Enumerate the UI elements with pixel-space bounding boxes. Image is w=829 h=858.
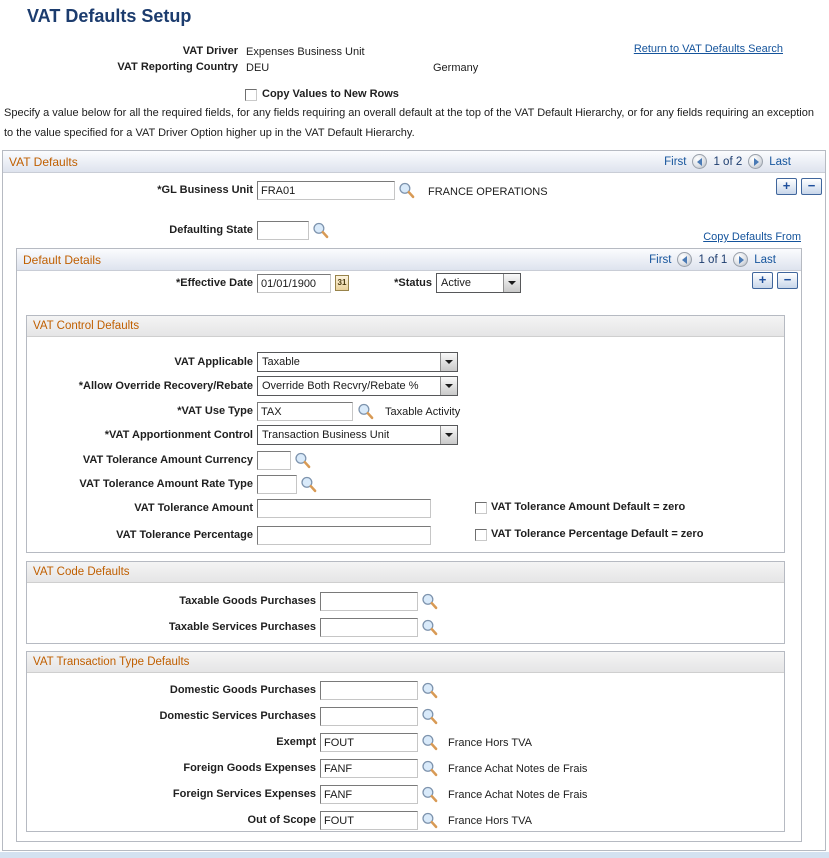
vat-transaction-type-title: VAT Transaction Type Defaults bbox=[33, 656, 190, 668]
default-details-first-link[interactable]: First bbox=[649, 253, 672, 266]
exempt-input[interactable] bbox=[320, 733, 418, 752]
tolerance-rate-type-input[interactable] bbox=[257, 475, 297, 494]
vat-code-defaults-header-bar bbox=[27, 562, 784, 583]
return-to-vat-defaults-search-link[interactable]: Return to VAT Defaults Search bbox=[633, 43, 783, 55]
foreign-services-expenses-input[interactable] bbox=[320, 785, 418, 804]
domestic-services-purchases-label: Domestic Services Purchases bbox=[159, 710, 316, 722]
status-select-caret-icon[interactable] bbox=[503, 274, 520, 292]
vat-driver-label: VAT Driver bbox=[182, 45, 238, 57]
vat-applicable-label: VAT Applicable bbox=[174, 356, 253, 368]
vat-control-defaults-header-bar bbox=[27, 316, 784, 337]
taxable-goods-purchases-input[interactable] bbox=[320, 592, 418, 611]
out-of-scope-input[interactable] bbox=[320, 811, 418, 830]
gl-business-unit-desc: FRANCE OPERATIONS bbox=[428, 186, 548, 198]
domestic-services-purchases-input[interactable] bbox=[320, 707, 418, 726]
status-select[interactable] bbox=[436, 273, 521, 293]
tolerance-rate-type-lookup-icon[interactable] bbox=[300, 476, 317, 493]
default-details-row-position: 1 of 1 bbox=[698, 253, 728, 266]
copy-values-label: Copy Values to New Rows bbox=[262, 88, 399, 100]
vat-defaults-prev-row-icon[interactable] bbox=[692, 154, 707, 169]
out-of-scope-lookup-icon[interactable] bbox=[421, 812, 438, 829]
taxable-goods-purchases-label: Taxable Goods Purchases bbox=[179, 595, 316, 607]
vat-defaults-first-link[interactable]: First bbox=[664, 155, 687, 168]
vat-control-defaults-title: VAT Control Defaults bbox=[33, 320, 140, 332]
vat-defaults-add-row-button[interactable]: + bbox=[776, 178, 797, 195]
domestic-goods-purchases-label: Domestic Goods Purchases bbox=[169, 684, 316, 696]
defaulting-state-input[interactable] bbox=[257, 221, 309, 240]
gl-business-unit-label: *GL Business Unit bbox=[157, 184, 253, 196]
tolerance-amount-zero-label: VAT Tolerance Amount Default = zero bbox=[491, 501, 686, 513]
out-of-scope-label: Out of Scope bbox=[247, 814, 316, 826]
default-details-row-nav bbox=[649, 252, 776, 267]
vat-apportionment-select[interactable] bbox=[257, 425, 458, 445]
foreign-goods-expenses-input[interactable] bbox=[320, 759, 418, 778]
tolerance-currency-lookup-icon[interactable] bbox=[294, 452, 311, 469]
vat-defaults-last-link[interactable]: Last bbox=[769, 155, 791, 168]
status-label: *Status bbox=[394, 277, 432, 289]
domestic-goods-purchases-lookup-icon[interactable] bbox=[421, 682, 438, 699]
domestic-goods-purchases-input[interactable] bbox=[320, 681, 418, 700]
vat-defaults-row-nav bbox=[664, 154, 791, 169]
domestic-services-purchases-lookup-icon[interactable] bbox=[421, 708, 438, 725]
tolerance-currency-input[interactable] bbox=[257, 451, 291, 470]
defaulting-state-label: Defaulting State bbox=[169, 224, 253, 236]
taxable-services-purchases-label: Taxable Services Purchases bbox=[168, 621, 316, 633]
allow-override-select-value: Override Both Recvry/Rebate % bbox=[262, 380, 419, 392]
vat-transaction-type-header-bar bbox=[27, 652, 784, 673]
page-title: VAT Defaults Setup bbox=[27, 6, 192, 26]
tolerance-amount-input[interactable] bbox=[257, 499, 431, 518]
calendar-icon[interactable]: 31 bbox=[335, 275, 349, 291]
default-details-prev-row-icon[interactable] bbox=[677, 252, 692, 267]
vat-driver-value: Expenses Business Unit bbox=[246, 46, 365, 58]
default-details-delete-row-button[interactable]: − bbox=[777, 272, 798, 289]
vat-applicable-select-value: Taxable bbox=[262, 356, 300, 368]
tolerance-percentage-input[interactable] bbox=[257, 526, 431, 545]
tolerance-rate-type-label: VAT Tolerance Amount Rate Type bbox=[79, 478, 253, 490]
vat-use-type-lookup-icon[interactable] bbox=[357, 403, 374, 420]
tolerance-percentage-label: VAT Tolerance Percentage bbox=[116, 529, 253, 541]
vat-apportionment-select-value: Transaction Business Unit bbox=[262, 429, 390, 441]
taxable-services-purchases-input[interactable] bbox=[320, 618, 418, 637]
vat-apportionment-select-caret-icon[interactable] bbox=[440, 426, 457, 444]
vat-defaults-title: VAT Defaults bbox=[9, 154, 78, 169]
page-bottom-strip bbox=[0, 852, 829, 858]
vat-reporting-country-label: VAT Reporting Country bbox=[117, 61, 238, 73]
allow-override-select-caret-icon[interactable] bbox=[440, 377, 457, 395]
instructions-line-1: Specify a value below for all the required fields, for any fields requiring an overall default at the top of the VAT Default Hierarchy, or for any fields requiring an exception bbox=[4, 107, 814, 119]
vat-reporting-country-desc: Germany bbox=[433, 62, 479, 74]
vat-use-type-desc: Taxable Activity bbox=[385, 406, 461, 418]
vat-defaults-row-position: 1 of 2 bbox=[713, 155, 743, 168]
exempt-label: Exempt bbox=[276, 736, 316, 748]
foreign-services-expenses-desc: France Achat Notes de Frais bbox=[448, 789, 588, 801]
foreign-goods-expenses-desc: France Achat Notes de Frais bbox=[448, 763, 588, 775]
gl-business-unit-lookup-icon[interactable] bbox=[398, 182, 415, 199]
exempt-desc: France Hors TVA bbox=[448, 737, 532, 749]
default-details-add-row-button[interactable]: + bbox=[752, 272, 773, 289]
allow-override-label: *Allow Override Recovery/Rebate bbox=[78, 380, 253, 392]
foreign-services-expenses-lookup-icon[interactable] bbox=[421, 786, 438, 803]
tolerance-amount-zero-checkbox[interactable] bbox=[475, 502, 487, 514]
vat-reporting-country-value: DEU bbox=[246, 62, 270, 74]
gl-business-unit-input[interactable] bbox=[257, 181, 395, 200]
effective-date-input[interactable] bbox=[257, 274, 331, 293]
out-of-scope-desc: France Hors TVA bbox=[448, 815, 532, 827]
effective-date-label: *Effective Date bbox=[175, 277, 253, 289]
vat-defaults-delete-row-button[interactable]: − bbox=[801, 178, 822, 195]
tolerance-percentage-zero-checkbox[interactable] bbox=[475, 529, 487, 541]
default-details-title: Default Details bbox=[23, 252, 102, 267]
taxable-goods-purchases-lookup-icon[interactable] bbox=[421, 593, 438, 610]
tolerance-currency-label: VAT Tolerance Amount Currency bbox=[82, 454, 253, 466]
foreign-goods-expenses-lookup-icon[interactable] bbox=[421, 760, 438, 777]
allow-override-select[interactable] bbox=[257, 376, 458, 396]
foreign-services-expenses-label: Foreign Services Expenses bbox=[172, 788, 316, 800]
defaulting-state-lookup-icon[interactable] bbox=[312, 222, 329, 239]
instructions-line-2: to the value specified for a VAT Driver Option higher up in the VAT Default Hierarchy. bbox=[4, 127, 415, 139]
tolerance-amount-label: VAT Tolerance Amount bbox=[134, 502, 253, 514]
taxable-services-purchases-lookup-icon[interactable] bbox=[421, 619, 438, 636]
vat-applicable-select-caret-icon[interactable] bbox=[440, 353, 457, 371]
vat-apportionment-label: *VAT Apportionment Control bbox=[104, 429, 253, 441]
vat-use-type-label: *VAT Use Type bbox=[177, 405, 253, 417]
tolerance-percentage-zero-label: VAT Tolerance Percentage Default = zero bbox=[491, 528, 704, 540]
default-details-last-link[interactable]: Last bbox=[754, 253, 776, 266]
copy-defaults-from-link[interactable]: Copy Defaults From bbox=[703, 231, 801, 243]
vat-code-defaults-title: VAT Code Defaults bbox=[33, 566, 130, 578]
vat-defaults-next-row-icon[interactable] bbox=[748, 154, 763, 169]
foreign-goods-expenses-label: Foreign Goods Expenses bbox=[183, 762, 316, 774]
vat-applicable-select[interactable] bbox=[257, 352, 458, 372]
copy-values-checkbox[interactable] bbox=[245, 89, 257, 101]
exempt-lookup-icon[interactable] bbox=[421, 734, 438, 751]
vat-use-type-input[interactable] bbox=[257, 402, 353, 421]
status-select-value: Active bbox=[441, 277, 471, 289]
default-details-next-row-icon[interactable] bbox=[733, 252, 748, 267]
